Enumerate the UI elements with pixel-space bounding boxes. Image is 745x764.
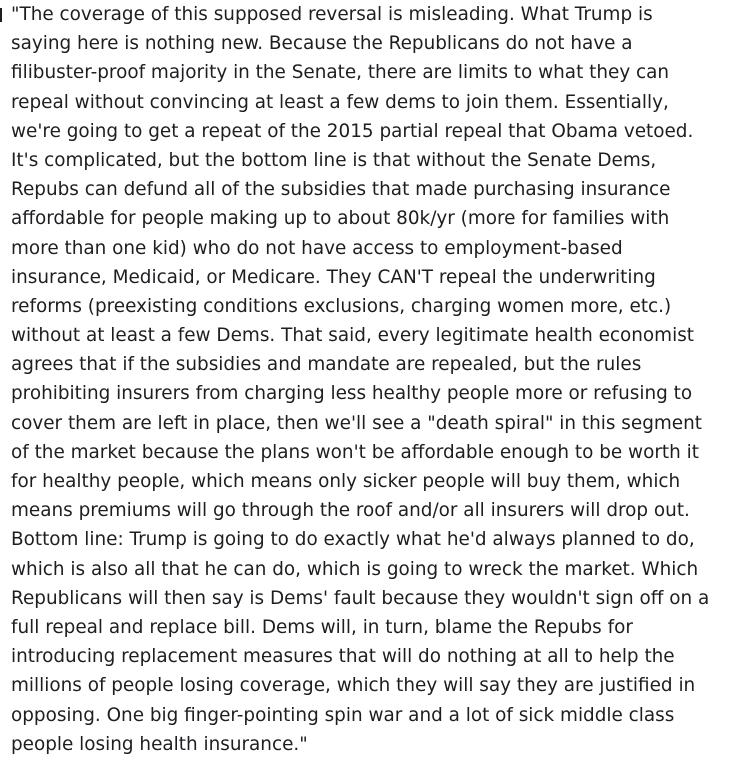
text-line: repeal without convincing at least a few dems to join them. Essentially, xyxy=(11,91,669,113)
text-line: Republicans will then say is Dems' fault because they wouldn't sign off on a xyxy=(11,587,710,609)
text-line: for healthy people, which means only sicker people will buy them, which xyxy=(11,471,681,492)
text-line: insurance, Medicaid, or Medicare. They CAN'T repeal the underwriting xyxy=(11,266,656,288)
left-edge-mark xyxy=(0,8,2,22)
text-line: saying here is nothing new. Because the Republicans do not have a xyxy=(11,33,633,55)
text-line: we're going to get a repeat of the 2015 partial repeal that Obama vetoed. xyxy=(11,120,694,142)
text-line: "The coverage of this supposed reversal is misleading. What Trump is xyxy=(11,4,653,25)
text-line: It's complicated, but the bottom line is that without the Senate Dems, xyxy=(11,149,657,171)
text-line: opposing. One big finger-pointing spin war and a lot of sick middle class xyxy=(11,704,675,726)
text-line: more than one kid) who do not have access to employment-based xyxy=(11,237,623,259)
text-line: filibuster-proof majority in the Senate, there are limits to what they can xyxy=(11,62,670,84)
text-line: agrees that if the subsidies and mandate are repealed, but the rules xyxy=(11,354,642,376)
text-line: which is also all that he can do, which is going to wreck the market. Which xyxy=(11,558,699,580)
text-line: Bottom line: Trump is going to do exactly what he'd always planned to do, xyxy=(11,529,695,551)
text-line: of the market because the plans won't be affordable enough to be worth it xyxy=(11,441,699,463)
text-line: reforms (preexisting conditions exclusions, charging women more, etc.) xyxy=(11,295,672,317)
quoted-post-text xyxy=(11,0,709,759)
text-line: millions of people losing coverage, which they will say they are justified in xyxy=(11,675,696,697)
text-line: means premiums will go through the roof and/or all insurers will drop out. xyxy=(11,500,690,522)
text-line: people losing health insurance." xyxy=(11,733,308,755)
text-line: prohibiting insurers from charging less healthy people more or refusing to xyxy=(11,383,693,405)
text-line: affordable for people making up to about 80k/yr (more for families with xyxy=(11,208,670,230)
text-line: introducing replacement measures that will do nothing at all to help the xyxy=(11,646,675,668)
text-line: without at least a few Dems. That said, every legitimate health economist xyxy=(11,325,694,347)
text-line: Repubs can defund all of the subsidies that made purchasing insurance xyxy=(11,179,671,201)
text-line: full repeal and replace bill. Dems will, in turn, blame the Repubs for xyxy=(11,616,633,638)
text-line: cover them are left in place, then we'll see a "death spiral" in this segment xyxy=(11,412,702,434)
